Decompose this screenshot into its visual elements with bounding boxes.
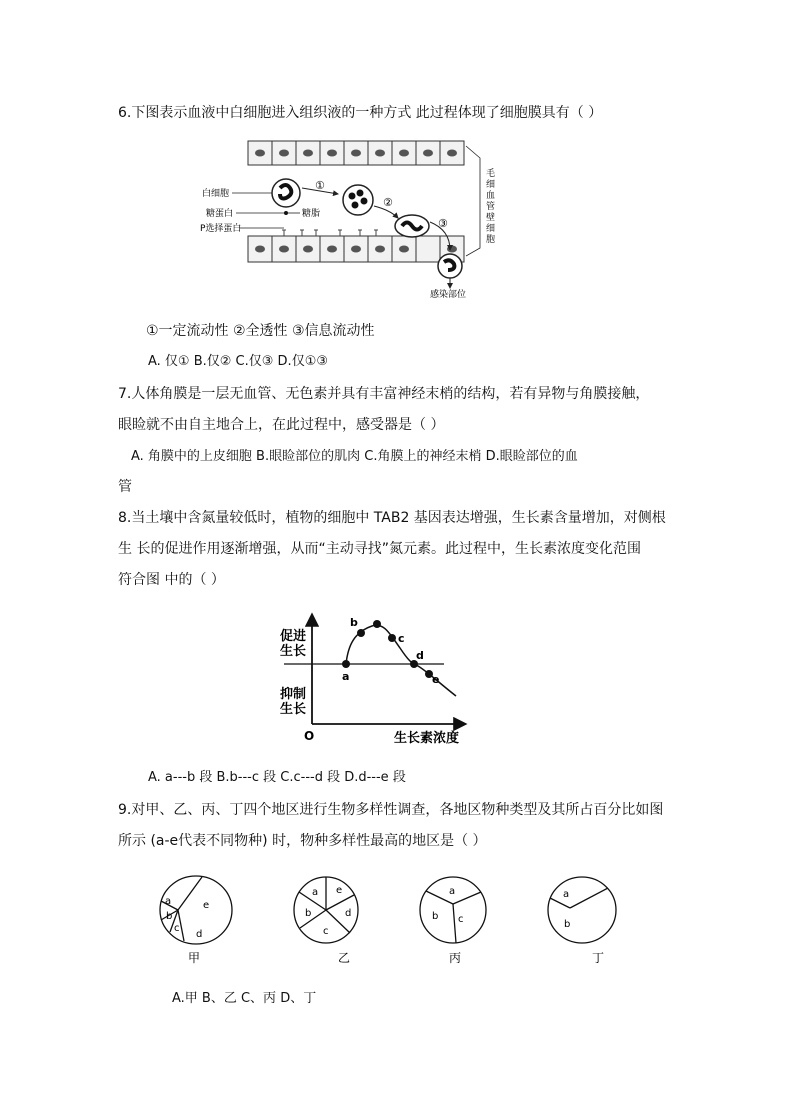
region-ding: 丁 — [592, 951, 605, 965]
region-jia: 甲 — [188, 951, 201, 965]
x-axis-label: 生长素浓度 — [394, 731, 460, 746]
yi-d: d — [345, 908, 352, 919]
jia-e: e — [203, 900, 210, 911]
q6-statements: ①一定流动性 ②全透性 ③信息流动性 — [146, 323, 375, 339]
point-b — [357, 629, 365, 637]
point-c-peak — [373, 620, 381, 628]
label-d: d — [416, 649, 424, 662]
q8-line2: 生 长的促进作用逐渐增强，从而“主动寻找”氮元素。此过程中，生长素浓度变化范围 — [118, 541, 641, 557]
svg-text:壁: 壁 — [486, 213, 496, 223]
label-c: c — [398, 632, 405, 645]
yi-a: a — [312, 887, 319, 898]
wbc-4 — [438, 254, 462, 278]
jia-c: c — [174, 923, 180, 934]
region-yi: 乙 — [338, 951, 351, 965]
label-glycoprotein: 糖蛋白 — [206, 209, 234, 219]
label-glycolipid: 糖脂 — [302, 209, 321, 219]
svg-text:毛: 毛 — [486, 169, 496, 179]
jia-b: b — [166, 911, 173, 922]
q8-line1: 8.当土壤中含氮量较低时，植物的细胞中 TAB2 基因表达增强，生长素含量增加，对侧根 — [118, 510, 666, 526]
label-b: b — [350, 616, 358, 629]
q9-line1: 9.对甲、乙、丙、丁四个地区进行生物多样性调查，各地区物种类型及其所占百分比如图 — [118, 802, 664, 818]
yi-b: b — [305, 908, 312, 919]
svg-text:管: 管 — [486, 202, 496, 212]
svg-text:细: 细 — [486, 180, 496, 190]
q7-line1: 7.人体角膜是一层无血管、无色素并具有丰富神经末梢的结构，若有异物与角膜接触， — [118, 386, 650, 402]
svg-text:胞: 胞 — [486, 235, 496, 245]
bing-c: c — [458, 914, 464, 925]
label-infection: 感染部位 — [430, 290, 467, 300]
q8-auxin-curve — [276, 610, 476, 748]
label-a: a — [342, 670, 350, 683]
q6-options: A. 仅① B.仅② C.仅③ D.仅①③ — [148, 354, 329, 369]
label-wbc: 白细胞 — [202, 189, 230, 199]
y-top-line2: 生长 — [280, 644, 307, 659]
point-a — [342, 660, 350, 668]
step-2: ② — [383, 196, 393, 209]
q8-options: A. a---b 段 B.b---c 段 C.c---d 段 D.d---e 段 — [148, 770, 406, 785]
q9-options: A.甲 B、乙 C、丙 D、丁 — [172, 991, 317, 1006]
svg-text:血: 血 — [486, 191, 496, 201]
q9-line2: 所示 (a-e代表不同物种) 时，物种多样性最高的地区是（ ） — [118, 833, 487, 849]
q7-line2: 眼睑就不由自主地合上，在此过程中，感受器是（ ） — [118, 417, 445, 433]
wbc-1 — [272, 179, 300, 207]
step-1: ① — [315, 179, 325, 192]
svg-text:细: 细 — [486, 224, 496, 234]
wbc-3 — [395, 215, 429, 237]
q8-line3: 符合图 中的（ ） — [118, 572, 225, 588]
bing-a: a — [449, 886, 456, 897]
yi-e: e — [336, 885, 343, 896]
pie-ding — [548, 877, 616, 943]
region-bing: 丙 — [449, 951, 462, 965]
ding-b: b — [564, 919, 571, 930]
label-capillary-wall — [486, 168, 495, 245]
origin-label: O — [304, 729, 315, 743]
ding-a: a — [563, 889, 570, 900]
y-bottom-line1: 抑制 — [280, 687, 307, 702]
q6-stem: 6.下图表示血液中白细胞进入组织液的一种方式 此过程体现了细胞膜具有（ ） — [118, 105, 603, 121]
q7-options-line1: A. 角膜中的上皮细胞 B.眼睑部位的肌肉 C.角膜上的神经末梢 D.眼睑部位的血 — [131, 449, 578, 464]
jia-d: d — [196, 929, 203, 940]
bing-b: b — [432, 911, 439, 922]
step-3: ③ — [438, 217, 448, 230]
q9-pie-charts — [140, 870, 640, 970]
label-p-selectin: P选择蛋白 — [200, 224, 242, 234]
point-c — [388, 634, 396, 642]
wbc-2 — [343, 185, 373, 215]
q7-options-line2: 管 — [118, 479, 132, 495]
label-e: e — [432, 673, 440, 686]
yi-c: c — [323, 926, 329, 937]
y-top-line1: 促进 — [280, 629, 307, 644]
jia-a: a — [165, 896, 172, 907]
y-bottom-line2: 生长 — [280, 702, 307, 717]
q6-figure — [200, 138, 510, 300]
